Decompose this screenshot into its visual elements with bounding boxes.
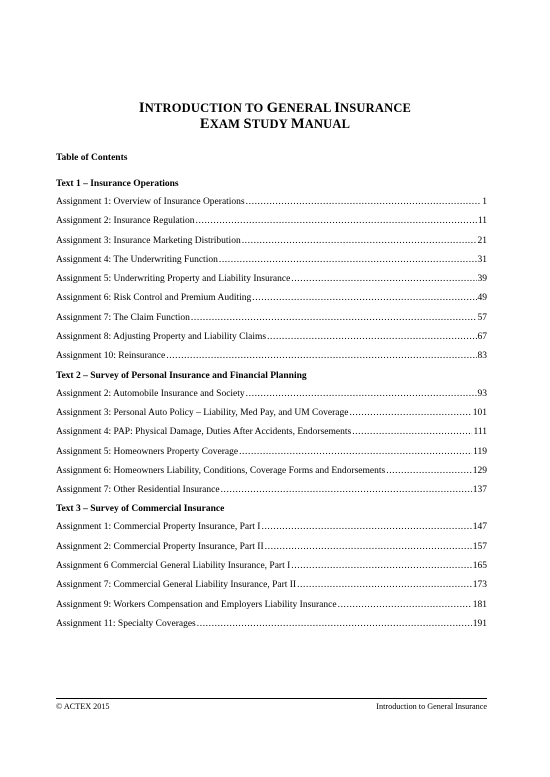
toc-entry-page-number: 49 — [477, 293, 487, 304]
title-word-rest: NTRODUCTION TO — [144, 101, 267, 115]
toc-entry-page-number: 83 — [477, 351, 487, 362]
toc-entry[interactable] — [56, 270, 487, 289]
toc-entry-label: Assignment 6: Homeowners Liability, Conditions, Coverage Forms and Endorsements — [56, 465, 386, 476]
toc-entry[interactable] — [56, 557, 487, 576]
toc-dot-leader — [265, 538, 472, 557]
toc-entry-label: Assignment 10: Reinsurance — [56, 351, 166, 362]
toc-dot-leader — [267, 328, 476, 347]
title-word-initial: I — [138, 100, 145, 116]
title-word-initial: M — [290, 116, 305, 132]
table-of-contents — [56, 175, 487, 634]
toc-dot-leader — [219, 251, 477, 270]
toc-dot-leader — [386, 462, 472, 481]
toc-entry-label: Assignment 8: Adjusting Property and Liability Claims — [56, 332, 267, 343]
toc-entry-page-number: 173 — [472, 580, 487, 591]
toc-entry[interactable] — [56, 538, 487, 557]
title-word-initial: I — [334, 100, 341, 116]
toc-entry[interactable] — [56, 518, 487, 537]
toc-section-heading: Text 3 – Survey of Commercial Insurance — [56, 504, 225, 515]
footer-copyright: © ACTEX 2015 — [56, 702, 110, 711]
toc-dot-leader — [291, 270, 476, 289]
title-word-initial: G — [266, 100, 279, 116]
title-word-initial: S — [243, 116, 252, 132]
toc-entry-label: Assignment 1: Overview of Insurance Operations — [56, 197, 245, 207]
toc-entry[interactable] — [56, 251, 487, 270]
toc-entry-page-number: 119 — [473, 446, 487, 457]
toc-dot-leader — [196, 212, 477, 231]
toc-entry-label: Assignment 4: The Underwriting Function — [56, 254, 218, 265]
toc-entry[interactable] — [56, 423, 487, 442]
title-word-rest: ANUAL — [304, 117, 351, 131]
toc-entry-page-number: 67 — [477, 332, 487, 343]
title-word-rest: TUDY — [251, 117, 291, 131]
toc-entry[interactable] — [56, 232, 487, 251]
toc-dot-leader — [166, 347, 476, 366]
toc-entry-label: Assignment 6 Commercial General Liability Insurance, Part I — [56, 561, 291, 572]
toc-entry-page-number: 137 — [472, 485, 487, 496]
toc-entry[interactable] — [56, 596, 487, 615]
toc-entry[interactable] — [56, 404, 487, 423]
toc-entry-label: Assignment 2: Insurance Regulation — [56, 216, 195, 227]
document-title-line-1 — [0, 100, 550, 117]
toc-entry[interactable] — [56, 462, 487, 481]
toc-dot-leader — [191, 309, 477, 328]
toc-entry[interactable] — [56, 481, 487, 500]
toc-entry-page-number: 191 — [472, 618, 487, 629]
title-word-initial: E — [199, 116, 210, 132]
toc-entry[interactable] — [56, 328, 487, 347]
toc-section-heading: Text 1 – Insurance Operations — [56, 179, 179, 189]
title-word-rest: XAM — [209, 117, 244, 131]
title-word-rest: NSURANCE — [340, 101, 412, 115]
toc-dot-leader — [221, 481, 472, 500]
toc-dot-leader — [338, 596, 472, 615]
toc-dot-leader — [252, 289, 476, 308]
toc-dot-leader — [197, 615, 472, 634]
toc-entry[interactable] — [56, 289, 487, 308]
toc-entry-label: Assignment 3: Personal Auto Policy – Liability, Med Pay, and UM Coverage — [56, 407, 349, 418]
toc-dot-leader — [349, 404, 471, 423]
footer-book-title: Introduction to General Insurance — [376, 702, 487, 711]
toc-entry[interactable] — [56, 309, 487, 328]
toc-entry[interactable] — [56, 615, 487, 634]
toc-dot-leader — [297, 576, 472, 595]
toc-entry-label: Assignment 7: Other Residential Insurance — [56, 485, 220, 496]
toc-entry-label: Assignment 5: Homeowners Property Coverage — [56, 446, 239, 457]
toc-entry-page-number: 11 — [477, 216, 487, 227]
toc-dot-leader — [239, 443, 472, 462]
toc-entry-page-number: 31 — [477, 254, 487, 265]
toc-entry-label: Assignment 7: The Claim Function — [56, 312, 190, 323]
toc-entry-page-number: 93 — [477, 388, 487, 399]
toc-section-heading: Text 2 – Survey of Personal Insurance and Financial Planning — [56, 370, 307, 381]
toc-entry-label: Assignment 2: Automobile Insurance and Society — [56, 388, 245, 399]
toc-entry-page-number: 129 — [472, 465, 487, 476]
toc-entry-page-number: 181 — [472, 599, 487, 610]
toc-entry-page-number: 1 — [482, 197, 487, 207]
toc-entry-page-number: 157 — [472, 541, 487, 552]
toc-heading: Table of Contents — [56, 153, 128, 163]
toc-dot-leader — [261, 518, 471, 537]
toc-entry-page-number: 165 — [472, 561, 487, 572]
toc-entry[interactable] — [56, 212, 487, 231]
toc-dot-leader — [246, 385, 477, 404]
toc-entry-label: Assignment 4: PAP: Physical Damage, Duties After Accidents, Endorsements — [56, 427, 352, 438]
toc-entry-label: Assignment 2: Commercial Property Insurance, Part II — [56, 541, 264, 552]
toc-entry[interactable] — [56, 347, 487, 366]
toc-entry-label: Assignment 6: Risk Control and Premium Auditing — [56, 293, 252, 304]
toc-entry-label: Assignment 1: Commercial Property Insurance, Part I — [56, 522, 261, 533]
toc-entry-label: Assignment 11: Specialty Coverages — [56, 618, 196, 629]
toc-entry[interactable] — [56, 193, 487, 212]
toc-entry[interactable] — [56, 385, 487, 404]
footer-rule — [56, 698, 487, 699]
toc-dot-leader — [291, 557, 471, 576]
document-title-line-2 — [0, 116, 550, 133]
toc-entry-label: Assignment 3: Insurance Marketing Distribution — [56, 235, 241, 246]
toc-entry-label: Assignment 5: Underwriting Property and Liability Insurance — [56, 274, 291, 285]
toc-entry-page-number: 57 — [477, 312, 487, 323]
toc-dot-leader — [352, 423, 472, 442]
toc-entry-page-number: 21 — [477, 235, 487, 246]
toc-entry-page-number: 147 — [472, 522, 487, 533]
toc-dot-leader — [246, 193, 482, 212]
toc-dot-leader — [242, 232, 477, 251]
toc-entry-page-number: 101 — [472, 407, 487, 418]
toc-entry-page-number: 111 — [473, 427, 487, 438]
toc-entry-label: Assignment 9: Workers Compensation and Employers Liability Insurance — [56, 599, 337, 610]
title-word-rest: ENERAL — [278, 101, 335, 115]
toc-entry[interactable] — [56, 443, 487, 462]
toc-entry-label: Assignment 7: Commercial General Liability Insurance, Part II — [56, 580, 297, 591]
toc-entry-page-number: 39 — [477, 274, 487, 285]
toc-entry[interactable] — [56, 576, 487, 595]
